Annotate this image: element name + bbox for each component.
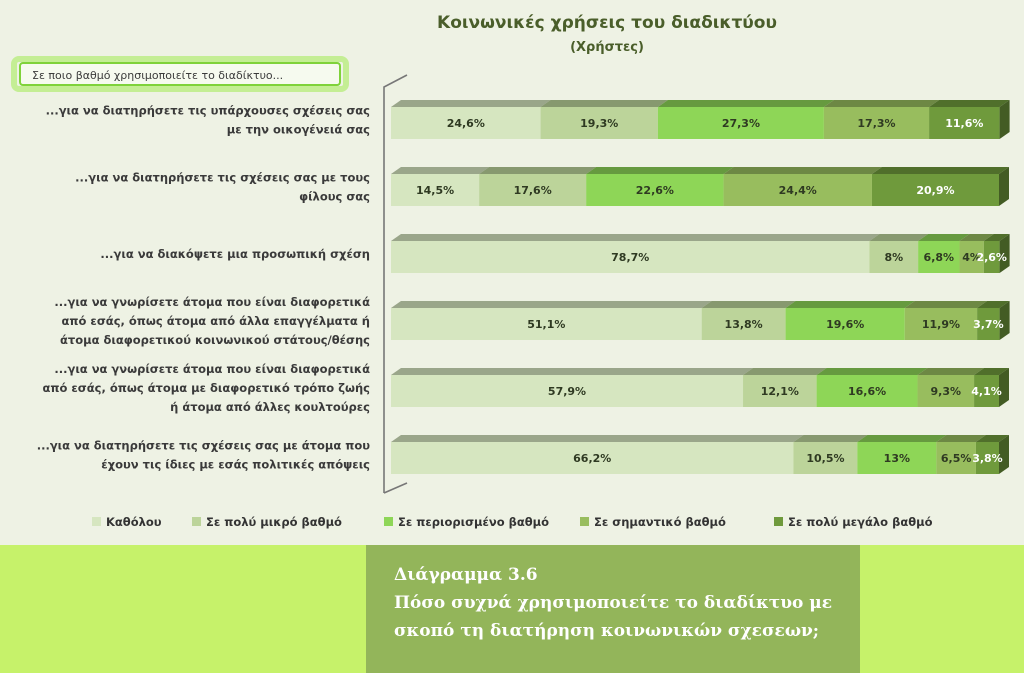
data-label: 51,1% (527, 318, 566, 331)
data-label: 8% (884, 251, 904, 264)
data-label: 10,5% (806, 452, 845, 465)
question-label: Σε ποιο βαθμό χρησιμοποιείτε το διαδίκτυο... (32, 69, 284, 82)
figure-caption-line-1: Πόσο συχνά χρησιμοποιείτε το διαδίκτυο με (394, 593, 833, 613)
category-label: ...για να διατηρήσετε τις σχέσεις σας με τους (75, 170, 370, 185)
bar-top-face (929, 100, 1010, 107)
category-label: ή άτομα από άλλες κουλτούρες (170, 400, 370, 414)
figure-caption-line-2: σκοπό τη διατήρηση κοινωνικών σχεσεων; (394, 621, 820, 641)
caption-box (366, 545, 860, 673)
bar-top-face (743, 368, 827, 375)
bar-top-face (391, 100, 551, 107)
legend-swatch (774, 517, 783, 526)
chart-title: Κοινωνικές χρήσεις του διαδικτύου (437, 13, 777, 33)
bar-top-face (702, 301, 796, 308)
data-label: 57,9% (547, 385, 587, 398)
data-label: 24,4% (778, 184, 817, 197)
data-label: 24,6% (446, 117, 485, 130)
figure-number: Διάγραμμα 3.6 (394, 565, 538, 585)
legend-entry: Σε πολύ μικρό βαθμό (206, 515, 342, 529)
category-label: ...για να γνωρίσετε άτομα που είναι διαφορετικά (54, 295, 370, 309)
data-label: 66,2% (573, 452, 612, 465)
bar-top-face (724, 167, 882, 174)
bar-top-face (586, 167, 733, 174)
data-label: 2,6% (976, 251, 1007, 264)
legend-entry: Σε πολύ μεγάλο βαθμό (788, 515, 933, 529)
data-label: 16,6% (847, 385, 887, 398)
data-label: 11,6% (945, 117, 984, 130)
data-label: 20,9% (916, 184, 955, 197)
category-label: ...για να διατηρήσετε τις σχέσεις σας με άτομα που (36, 438, 370, 453)
bar-top-face (824, 100, 939, 107)
bar-top-face (391, 167, 489, 174)
legend-entry: Σε σημαντικό βαθμό (594, 515, 726, 529)
data-label: 6,5% (940, 452, 972, 465)
data-label: 13% (883, 452, 911, 465)
data-label: 22,6% (635, 184, 674, 197)
bar-top-face (391, 435, 803, 442)
data-label: 3,7% (973, 318, 1004, 331)
data-label: 14,5% (415, 184, 455, 197)
data-label: 9,3% (930, 385, 962, 398)
data-label: 11,9% (921, 318, 961, 331)
legend-entry: Σε περιορισμένο βαθμό (398, 515, 550, 529)
category-label: από εσάς, όπως άτομα από άλλα επαγγέλματα ή (61, 314, 370, 328)
category-label: φίλους σας (299, 189, 370, 204)
bar-top-face (857, 435, 946, 442)
category-label: με την οικογένειά σας (226, 122, 370, 137)
bar-top-face (905, 301, 987, 308)
bar-top-face (541, 100, 668, 107)
data-label: 17,6% (513, 184, 552, 197)
category-label: έχουν τις ίδιες με εσάς πολιτικές απόψεις (101, 457, 370, 472)
axis-wall-base (384, 483, 407, 493)
legend-swatch (384, 517, 393, 526)
category-label: άτομα διαφορετικού κοινωνικού στάτους/θέσης (60, 333, 370, 347)
data-label: 27,3% (721, 117, 760, 130)
category-label: ...για να διακόψετε μια προσωπική σχέση (100, 247, 370, 261)
bar-top-face (786, 301, 915, 308)
legend-entry: Καθόλου (106, 515, 162, 529)
legend-swatch (580, 517, 589, 526)
bar-top-face (479, 167, 596, 174)
bar-top-face (793, 435, 867, 442)
bar-top-face (391, 301, 712, 308)
caption-band (0, 545, 1024, 673)
data-label: 17,3% (857, 117, 896, 130)
category-label: ...για να γνωρίσετε άτομα που είναι διαφορετικά (54, 362, 370, 376)
chart-subtitle: (Χρήστες) (570, 40, 644, 55)
bar-top-face (658, 100, 834, 107)
data-label: 78,7% (611, 251, 650, 264)
data-label: 4,1% (971, 385, 1002, 398)
category-label: από εσάς, όπως άτομα με διαφορετικό τρόπο ζωής (42, 381, 370, 395)
data-label: 12,1% (760, 385, 799, 398)
category-label: ...για να διατηρήσετε τις υπάρχουσες σχέσεις σας (45, 103, 370, 118)
data-label: 3,8% (972, 452, 1003, 465)
bar-top-face (391, 368, 753, 375)
bar-top-face (918, 368, 985, 375)
data-label: 13,8% (724, 318, 763, 331)
data-label: 6,8% (923, 251, 955, 264)
legend-swatch (192, 517, 201, 526)
legend-swatch (92, 517, 101, 526)
data-label: 19,3% (580, 117, 619, 130)
bar-top-face (817, 368, 928, 375)
data-label: 19,6% (826, 318, 865, 331)
bar-top-face (869, 234, 928, 241)
bar-top-face (391, 234, 879, 241)
data-label: 4% (962, 251, 981, 264)
bar-top-face (872, 167, 1009, 174)
